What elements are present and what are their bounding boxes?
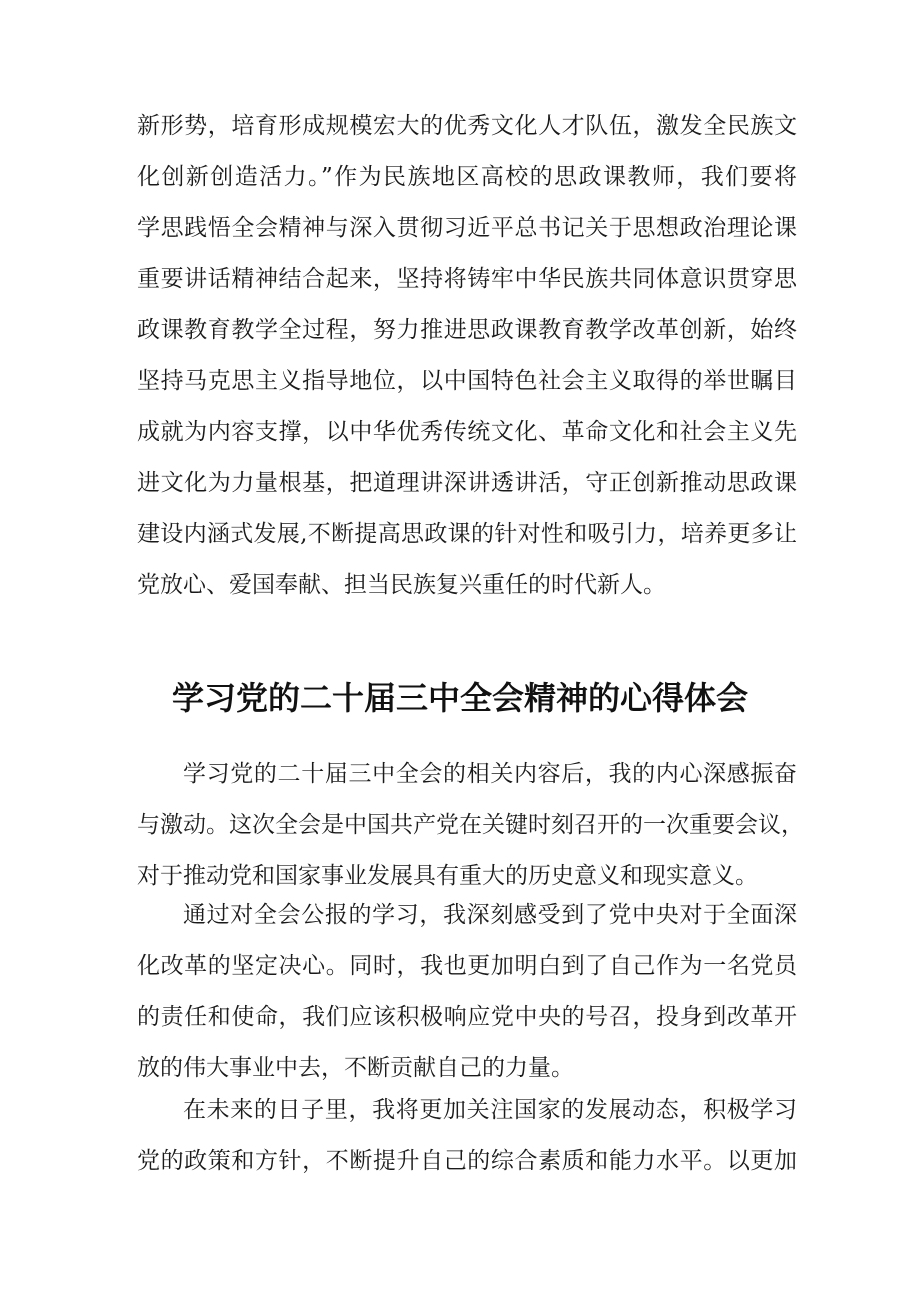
text-line: 通过对全会公报的学习，我深刻感受到了党中央对于全面深 (183, 902, 797, 928)
article-title: 学习党的二十届三中全会精神的心得体会 (171, 679, 748, 718)
text-line: 化创新创造活力。”作为民族地区高校的思政课教师，我们要将 (137, 164, 797, 190)
text-line: 与激动。这次全会是中国共产党在关键时刻召开的一次重要会议， (137, 812, 804, 838)
text-line: 建设内涵式发展,不断提高思政课的针对性和吸引力，培养更多让 (137, 521, 797, 547)
intro-paragraph (137, 101, 797, 611)
text-line: 在未来的日子里，我将更加关注国家的发展动态，积极学习 (183, 1097, 797, 1123)
text-line: 放的伟大事业中去，不断贡献自己的力量。 (137, 1055, 574, 1081)
paragraph-2 (137, 890, 797, 1094)
text-line: 党的政策和方针，不断提升自己的综合素质和能力水平。以更加 (137, 1148, 797, 1174)
text-line: 学思践悟全会精神与深入贯彻习近平总书记关于思想政治理论课 (137, 215, 797, 241)
text-line: 新形势，培育形成规模宏大的优秀文化人才队伍，激发全民族文 (137, 113, 797, 139)
text-line: 的责任和使命，我们应该积极响应党中央的号召，投身到改革开 (137, 1004, 797, 1030)
text-line: 成就为内容支撑，以中华优秀传统文化、革命文化和社会主义先 (137, 419, 797, 445)
paragraph-1 (137, 749, 804, 902)
text-line: 进文化为力量根基，把道理讲深讲透讲活，守正创新推动思政课 (137, 470, 797, 496)
paragraph-3 (137, 1085, 797, 1187)
text-line: 化改革的坚定决心。同时，我也更加明白到了自己作为一名党员 (137, 953, 797, 979)
text-line: 重要讲话精神结合起来，坚持将铸牢中华民族共同体意识贯穿思 (137, 266, 797, 292)
text-line: 对于推动党和国家事业发展具有重大的历史意义和现实意义。 (137, 863, 758, 889)
text-line: 学习党的二十届三中全会的相关内容后，我的内心深感振奋 (183, 761, 797, 787)
text-line: 坚持马克思主义指导地位，以中国特色社会主义取得的举世瞩目 (137, 368, 797, 394)
text-line: 政课教育教学全过程，努力推进思政课教育教学改革创新，始终 (137, 317, 797, 343)
text-line: 党放心、爱国奉献、担当民族复兴重任的时代新人。 (137, 572, 666, 598)
